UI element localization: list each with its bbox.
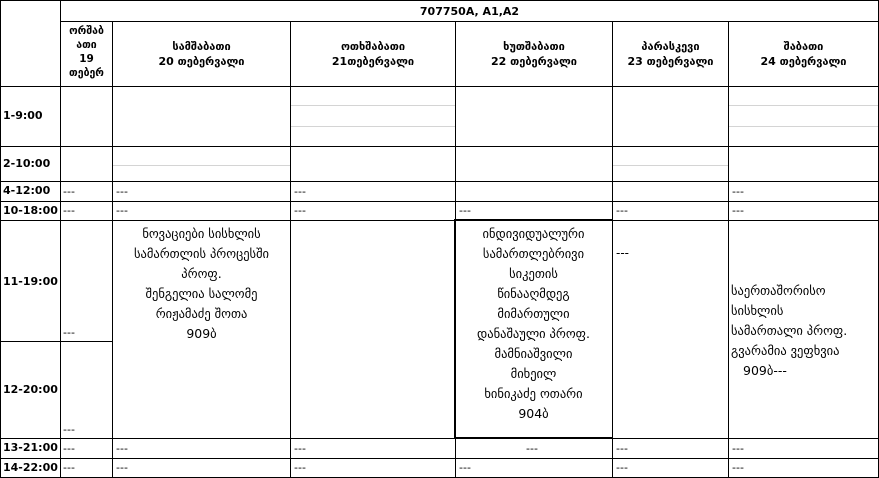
placeholder-cell: ---	[63, 461, 75, 474]
time-label: 11-19:00	[3, 275, 58, 288]
placeholder-cell: ---	[63, 442, 75, 455]
gridline	[728, 105, 879, 106]
placeholder-cell: ---	[294, 461, 306, 474]
placeholder-cell: ---	[63, 326, 75, 339]
time-label: 4-12:00	[3, 184, 51, 197]
placeholder-cell: ---	[294, 204, 306, 217]
placeholder-cell: ---	[63, 423, 75, 436]
placeholder-cell: ---	[616, 461, 628, 474]
tuesday-class: ნოვაციები სისხლის სამართლის პროცესში პროფ. შენგელია სალომე რიჟამაძე შოთა 909ბ	[133, 226, 270, 341]
placeholder-cell: ---	[616, 246, 629, 260]
day-header-thursday: ხუთშაბათი 22 თებერვალი	[490, 40, 577, 68]
gridline	[728, 126, 879, 127]
placeholder-cell: ---	[459, 461, 471, 474]
placeholder-cell: ---	[616, 204, 628, 217]
saturday-class: საერთაშორისო სისხლის სამართალი პროფ. გვარამია ვეფხვია 909ბ---	[731, 283, 848, 378]
gridline	[612, 165, 728, 166]
monday-header: ორშაბ ათი 19 თებერ	[69, 25, 104, 79]
placeholder-cell: ---	[116, 204, 128, 217]
group-title: 707750A, A1,A2	[419, 5, 520, 18]
placeholder-cell: ---	[526, 442, 538, 455]
time-label: 2-10:00	[3, 157, 51, 170]
placeholder-cell: ---	[63, 204, 75, 217]
placeholder-cell: ---	[116, 442, 128, 455]
placeholder-cell: ---	[732, 461, 744, 474]
placeholder-cell: ---	[294, 185, 306, 198]
day-header-wednesday: ოთხშაბათი 21თებერვალი	[331, 40, 415, 68]
placeholder-cell: ---	[616, 442, 628, 455]
placeholder-cell: ---	[116, 185, 128, 198]
placeholder-cell: ---	[732, 185, 744, 198]
time-label: 14-22:00	[3, 461, 58, 474]
gridline	[112, 165, 290, 166]
placeholder-cell: ---	[732, 442, 744, 455]
gridline	[290, 105, 455, 106]
day-header-saturday: შაბათი 24 თებერვალი	[760, 40, 847, 68]
placeholder-cell: ---	[63, 185, 75, 198]
time-label: 12-20:00	[3, 383, 58, 396]
time-label: 1-9:00	[3, 109, 43, 122]
time-label: 10-18:00	[3, 204, 58, 217]
day-header-tuesday: სამშაბათი 20 თებერვალი	[158, 40, 245, 68]
placeholder-cell: ---	[732, 204, 744, 217]
placeholder-cell: ---	[116, 461, 128, 474]
placeholder-cell: ---	[459, 204, 471, 217]
day-header-friday: პარასკევი 23 თებერვალი	[627, 40, 714, 68]
gridline	[290, 126, 455, 127]
time-label: 13-21:00	[3, 441, 58, 454]
placeholder-cell: ---	[294, 442, 306, 455]
thursday-class: ინდივიდუალური სამართლებრივი სიკეთის წინააღმდეგ მიმართული დანაშაული პროფ. მამნიაშვილი მიხეილ ხინიკაძე ოთარი 904ბ	[477, 226, 590, 421]
